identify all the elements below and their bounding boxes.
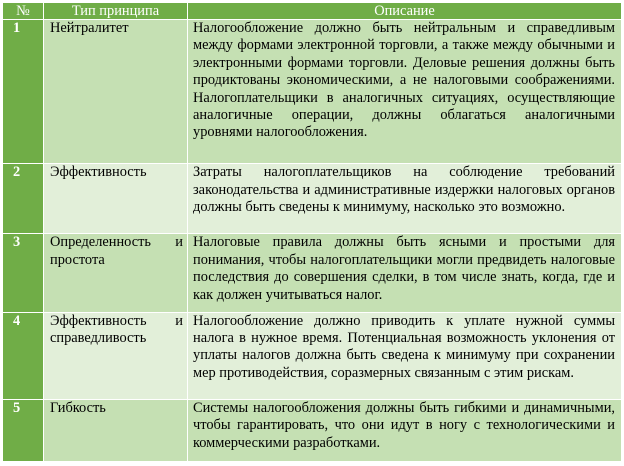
principle-type: Эффективность и справедливость [44,312,188,399]
principles-table [2,2,622,462]
table-row [3,20,622,164]
table-row [3,164,622,234]
row-number: 4 [3,312,44,399]
table-row [3,234,622,312]
header-number: № [3,3,44,20]
row-number: 3 [3,234,44,312]
header-description: Описание [188,3,622,20]
table-row [3,312,622,399]
header-principle-type: Тип принципа [44,3,188,20]
table-header-row [3,3,622,20]
table-row [3,399,622,461]
row-number: 1 [3,20,44,164]
principle-description: Налоговые правила должны быть ясными и простыми для понимания, чтобы налогоплательщики могли предвидеть налоговые последствия до совершения сделки, в том числе знать, когда, где и как должен учитываться налог. [188,234,622,312]
principle-type: Нейтралитет [44,20,188,164]
principle-type: Определенность и простота [44,234,188,312]
principle-type: Эффективность [44,164,188,234]
principle-description: Затраты налогоплательщиков на соблюдение требований законодательства и административные издержки налоговых органов должны быть сведены к минимуму, насколько это возможно. [188,164,622,234]
principle-description: Системы налогообложения должны быть гибкими и динамичными, чтобы гарантировать, что они идут в ногу с технологическими и коммерческими разработками. [188,399,622,461]
principle-description: Налогообложение должно приводить к уплате нужной суммы налога в нужное время. Потенциальная возможность уклонения от уплаты налогов должна быть сведена к минимуму при сохранении мер противодействия, соразмерных связанным с этим рискам. [188,312,622,399]
principle-description: Налогообложение должно быть нейтральным и справедливым между формами электронной торговли, а также между обычными и электронными формами торговли. Деловые решения должны быть продиктованы экономическими, а не налоговыми соображениями. Налогоплательщики в аналогичных ситуациях, осуществляющие аналогичные операции, должны облагаться аналогичными уровнями налогообложения. [188,20,622,164]
row-number: 2 [3,164,44,234]
principle-type: Гибкость [44,399,188,461]
row-number: 5 [3,399,44,461]
